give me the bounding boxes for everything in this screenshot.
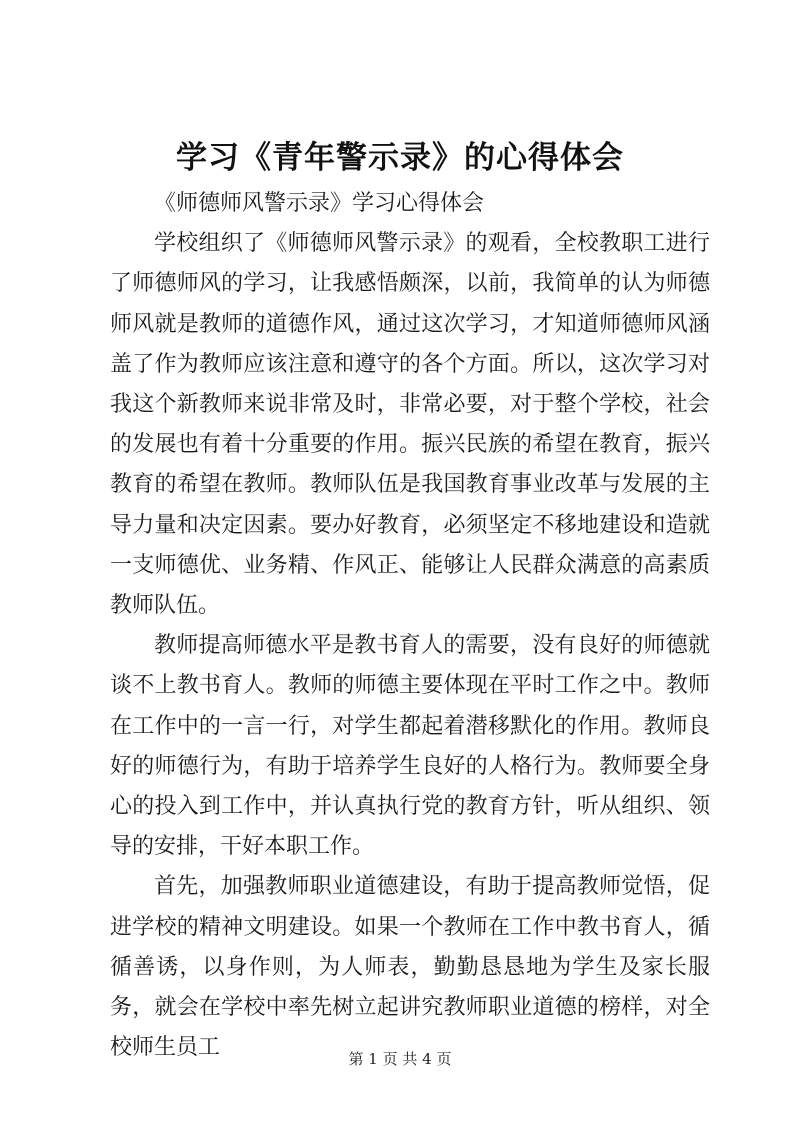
document-body — [110, 184, 710, 1068]
document-subtitle: 《师德师风警示录》学习心得体会 — [154, 191, 485, 216]
page-number-footer: 第 1 页 共 4 页 — [348, 1050, 452, 1068]
paragraph-3: 首先，加强教师职业道德建设，有助于提高教师觉悟，促进学校的精神文明建设。如果一个教师在工作中教书育人，循循善诱，以身作则，为人师表，勤勤恳恳地为学生及家长服务，就会在学校中率先树立起讲究教师职业道德的榜样，对全校师生员工 — [110, 874, 710, 1061]
paragraph-2: 教师提高师德水平是教书育人的需要，没有良好的师德就谈不上教书育人。教师的师德主要体现在平时工作之中。教师在工作中的一言一行，对学生都起着潜移默化的作用。教师良好的师德行为，有助于培养学生良好的人格行为。教师要全身心的投入到工作中，并认真执行党的教育方针，听从组织、领导的安排，干好本职工作。 — [110, 633, 710, 860]
document-title: 学习《青年警示录》的心得体会 — [176, 140, 624, 176]
paragraph-1: 学校组织了《师德师风警示录》的观看，全校教职工进行了师德师风的学习，让我感悟颇深，以前，我简单的认为师德师风就是教师的道德作风，通过这次学习，才知道师德师风涵盖了作为教师应该注意和遵守的各个方面。所以，这次学习对我这个新教师来说非常及时，非常必要，对于整个学校，社会的发展也有着十分重要的作用。振兴民族的希望在教育，振兴教育的希望在教师。教师队伍是我国教育事业改革与发展的主导力量和决定因素。要办好教育，必须坚定不移地建设和造就一支师德优、业务精、作风正、能够让人民群众满意的高素质教师队伍。 — [110, 231, 710, 619]
